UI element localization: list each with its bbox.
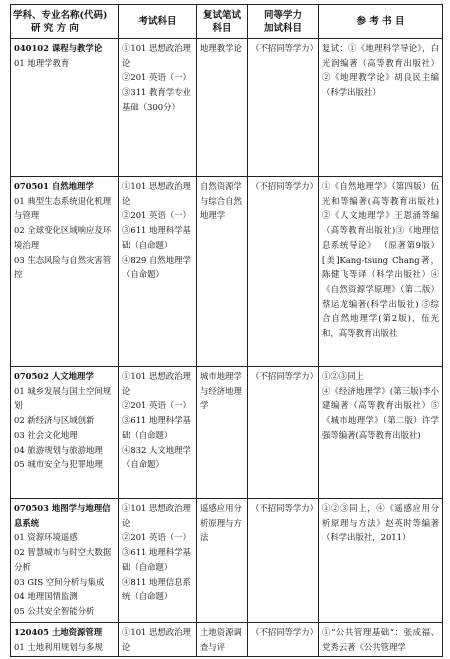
extra-cell: （不招同等学力）	[248, 367, 319, 499]
direction-item: 01 典型生态系统退化机理与管理	[14, 195, 112, 221]
exam-item: ④811 地理信息系统（自命题）	[122, 576, 191, 602]
table-row	[11, 39, 443, 177]
major-name: 070502 人文地理学	[14, 371, 94, 381]
retest-cell: 遥感应用分析原理与方法	[197, 499, 248, 623]
header-exam-subjects: 考试科目	[119, 5, 197, 39]
extra-cell: （不招同等学力）	[248, 177, 319, 367]
major-cell	[11, 623, 119, 657]
major-name: 120405 土地资源管理	[14, 627, 103, 637]
reference-item: ④《经济地理学》(第三版)李小建编著（高等教育出版社）⑤《城市地理学》（第二版）许学强等编著(高等教育出版社)	[322, 385, 439, 440]
reference-cell: 复试：①《地理科学导论》，白光润编著（高等教育出版社）②《地理教学论》胡良民主编（科学出版社）	[319, 39, 443, 177]
exam-item: ②201 英语（一）	[122, 532, 191, 543]
reference-cell	[319, 367, 443, 499]
major-cell	[11, 499, 119, 623]
extra-cell: （不招同等学力）	[248, 499, 319, 623]
exam-item: ②201 英语（一）	[122, 72, 191, 83]
direction-item: 02 智慧城市与时空大数据分析	[14, 547, 112, 572]
reference-cell: ①“公共管理基础”：张成福、党秀云著《公共管理学	[319, 623, 443, 657]
exam-cell	[119, 367, 197, 499]
extra-cell: （不招同等学力）	[248, 623, 319, 657]
exam-item: ④832 人文地理学 （自命题）	[122, 444, 191, 470]
table-row	[11, 499, 443, 623]
table-row	[11, 177, 443, 367]
header-retest-subjects: 复试笔试 科目	[197, 5, 248, 39]
exam-item: ①101 思想政治理论	[122, 181, 191, 206]
exam-item: ①101 思想政治理论	[122, 43, 191, 68]
exam-item: ④829 自然地理学 （自命题）	[122, 254, 191, 280]
direction-item: 03 社会文化地理	[14, 429, 78, 440]
direction-item: 01 资源环境遥感	[14, 532, 78, 543]
direction-item: 05 公共安全智能分析	[14, 605, 95, 616]
major-cell	[11, 177, 119, 367]
direction-item: 04 地理国情监测	[14, 591, 78, 602]
major-cell	[11, 367, 119, 499]
exam-item: ①101 思想政治理论	[122, 371, 191, 396]
table-row	[11, 623, 443, 657]
retest-cell: 自然资源学与综合自然地理学	[197, 177, 248, 367]
reference-cell: ①《自然地理学》（第四版）伍光和等编著(高等教育出版社) ②《人文地理学》王恩涌等编（高等教育出版社)③《地理信息系统导论》 （原著第9版）[美]Kang-tsung Chang著，陈健飞等译（科学出版社）④《自然资源学原理》（第二版）蔡运龙编著(科学出版社) ⑤综合自然地理学(第2版)，伍光和，高等教育出版社	[319, 177, 443, 367]
exam-item: ③611 地理科学基础（自命题）	[122, 225, 191, 250]
direction-item: 01 地理学教育	[14, 57, 70, 68]
exam-cell	[119, 623, 197, 657]
direction-item: 03 生态风险与自然灾害管控	[14, 254, 112, 280]
exam-cell	[119, 499, 197, 623]
reference-item: ①②③同上	[322, 371, 364, 381]
retest-cell: 城市地理学与经济地理学	[197, 367, 248, 499]
direction-item: 01 城乡发展与国土空间规划	[14, 385, 112, 411]
exam-item: ③611 地理科学基础（自命题）	[122, 547, 191, 572]
reference-cell: ①②③同上，④《遥感应用分析原理与方法》赵英时等编著（科学出版社，2011）	[319, 499, 443, 623]
direction-item: 01 土地利用规划与多规	[14, 641, 103, 652]
exam-item: ②201 英语（一）	[122, 210, 191, 221]
retest-cell: 土地资源调查与评	[197, 623, 248, 657]
exam-cell	[119, 177, 197, 367]
exam-item: ③311 教育学专业基础（300分）	[122, 87, 191, 112]
header-extra-subjects: 同等学力 加试科目	[248, 5, 319, 39]
retest-cell: 地理教学论	[197, 39, 248, 177]
header-reference-books: 参 考 书 目	[319, 5, 443, 39]
direction-item: 02 全球变化区域响应及环境治理	[14, 225, 112, 250]
exam-item: ③611 地理科学基础（自命题）	[122, 415, 191, 440]
direction-item: 03 GIS 空间分析与集成	[14, 576, 105, 587]
exam-subjects-table	[10, 4, 443, 657]
extra-cell: （不招同等学力）	[248, 39, 319, 177]
major-name: 040102 课程与教学论	[14, 43, 103, 53]
major-cell	[11, 39, 119, 177]
major-name: 070503 地图学与地理信息系统	[14, 503, 111, 528]
direction-item: 04 旅游规划与旅游地理	[14, 444, 103, 455]
exam-item: ①101 思想政治理论	[122, 627, 191, 652]
exam-item: ①101 思想政治理论	[122, 503, 191, 528]
exam-cell	[119, 39, 197, 177]
table-row	[11, 367, 443, 499]
direction-item: 02 新经济与区域创新	[14, 415, 95, 426]
major-name: 070501 自然地理学	[14, 181, 94, 191]
header-major-direction: 学科、专业名称(代码) 研 究 方 向	[11, 5, 119, 39]
header-row	[11, 5, 443, 39]
direction-item: 05 城市安全与犯罪地理	[14, 459, 103, 470]
exam-item: ②201 英语（一）	[122, 400, 191, 411]
